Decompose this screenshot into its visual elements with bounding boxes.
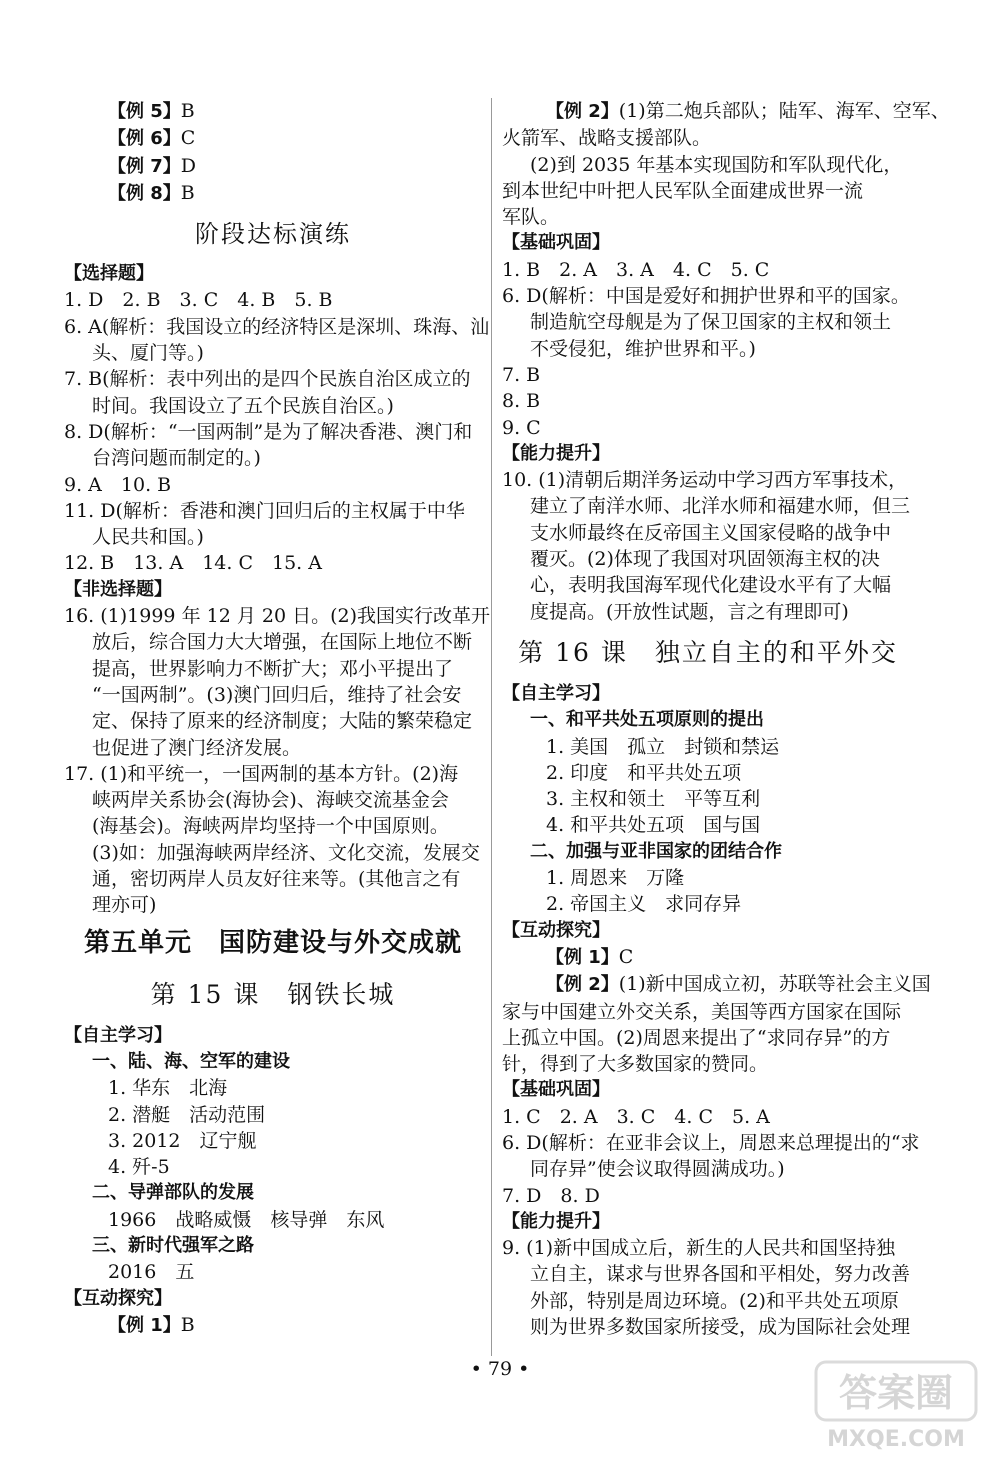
- example-label: 【例 8】: [108, 182, 181, 204]
- answer-line: [502, 178, 914, 204]
- example-answer: [64, 1312, 482, 1339]
- example-text: (1)新中国成立初，苏联等社会主义国: [618, 973, 931, 996]
- answer-text: 同存异”使会议取得圆满成功。): [530, 1158, 785, 1181]
- answer-line: [502, 336, 914, 362]
- example-label: 【例 1】: [108, 1314, 181, 1336]
- answer-line: [64, 393, 482, 419]
- answer-text: 12. B 13. A 14. C 15. A: [64, 552, 322, 575]
- subsection-heading: [502, 707, 914, 733]
- answer-line: [64, 1154, 482, 1180]
- answer-line: [502, 152, 914, 178]
- column-divider: [491, 98, 492, 1356]
- example-answer: [64, 125, 482, 152]
- answer-line: [502, 283, 914, 309]
- section-heading-text: 【自主学习】: [64, 1024, 172, 1046]
- answer-line: [502, 786, 914, 812]
- answer-text: 9. C: [502, 416, 541, 439]
- answer-text: 6. D(解析：中国是爱好和拥护世界和平的国家。: [502, 285, 910, 308]
- answer-line: [64, 340, 482, 366]
- answer-line: [502, 125, 914, 151]
- answer-line: [502, 1235, 914, 1261]
- answer-text: 外部，特别是周边环境。(2)和平共处五项原: [530, 1289, 899, 1312]
- answer-text: 11. D(解析：香港和澳门回归后的主权属于中华: [64, 499, 465, 522]
- answer-text: 建立了南洋水师、北洋水师和福建水师，但三: [530, 495, 911, 518]
- answer-line: [64, 445, 482, 471]
- answer-text: 1. 周恩来 万隆: [546, 867, 685, 890]
- answer-line: [502, 734, 914, 760]
- answer-text: 理亦可): [92, 894, 157, 917]
- answer-text: 不受侵犯，维护世界和平。): [530, 337, 756, 360]
- answer-text: 度提高。(开放性试题，言之有理即可): [530, 600, 849, 623]
- section-heading: [502, 230, 914, 256]
- lesson-title-text: 第 16 课 独立自主的和平外交: [518, 637, 898, 667]
- example-text: D: [180, 154, 197, 177]
- answer-line: [502, 999, 914, 1025]
- answer-line: [64, 1207, 482, 1233]
- answer-line: [502, 599, 914, 625]
- answer-text: 1. D 2. B 3. C 4. B 5. B: [64, 289, 333, 312]
- answer-line: [502, 865, 914, 891]
- answer-line: [502, 415, 914, 441]
- answer-line: [502, 572, 914, 598]
- section-heading-text: 【基础巩固】: [502, 1079, 610, 1101]
- answer-line: [64, 708, 482, 734]
- answer-text: 定、保持了原来的经济制度；大陆的繁荣稳定: [92, 710, 473, 733]
- answer-text: 通，密切两岸人员友好往来等。(其他言之有: [92, 868, 461, 891]
- section-title: [64, 207, 482, 261]
- answer-text: (3)如：加强海峡两岸经济、文化交流，发展交: [92, 841, 480, 864]
- answer-line: [64, 761, 482, 787]
- section-heading-text: 【非选择题】: [64, 578, 172, 600]
- answer-text: 头、厦门等。): [92, 342, 204, 365]
- answer-text: 3. 2012 辽宁舰: [108, 1129, 257, 1152]
- subsection-heading-text: 一、陆、海、空军的建设: [92, 1050, 290, 1072]
- answer-line: [64, 866, 482, 892]
- answer-text: 则为世界多数国家所接受，成为国际社会处理: [530, 1316, 911, 1339]
- answer-line: [502, 1314, 914, 1340]
- answer-text: 放后，综合国力大大增强，在国际上地位不断: [92, 631, 473, 654]
- answer-line: [64, 892, 482, 918]
- lesson-title: [502, 625, 914, 681]
- subsection-heading-text: 二、导弹部队的发展: [92, 1182, 254, 1204]
- answer-text: 2. 帝国主义 求同存异: [546, 893, 742, 916]
- answer-line: [502, 546, 914, 572]
- answer-line: [64, 287, 482, 313]
- answer-text: 火箭军、战略支援部队。: [502, 127, 712, 150]
- answer-line: [502, 1104, 914, 1130]
- section-heading: [502, 918, 914, 944]
- section-heading-text: 【能力提升】: [502, 442, 610, 464]
- answer-text: 8. B: [502, 390, 541, 413]
- answer-text: 7. D 8. D: [502, 1184, 600, 1207]
- answer-text: 1. B 2. A 3. A 4. C 5. C: [502, 258, 770, 281]
- lesson-title-text: 第 15 课 钢铁长城: [150, 979, 396, 1009]
- answer-text: (海基会)。海峡两岸均坚持一个中国原则。: [92, 815, 449, 838]
- answer-text: 人民共和国。): [92, 526, 204, 549]
- subsection-heading: [64, 1049, 482, 1075]
- answer-line: [64, 813, 482, 839]
- answer-line: [502, 1261, 914, 1287]
- answer-text: 4. 歼-5: [108, 1156, 170, 1179]
- unit-title-text: 第五单元 国防建设与外交成就: [83, 927, 462, 958]
- answer-line: [502, 760, 914, 786]
- subsection-heading-text: 二、加强与亚非国家的团结合作: [530, 840, 782, 862]
- answer-line: [64, 603, 490, 629]
- answer-text: 台湾问题而制定的。): [92, 447, 261, 470]
- example-label: 【例 6】: [108, 128, 181, 150]
- answer-text: 心，表明我国海军现代化建设水平有了大幅: [530, 574, 892, 597]
- example-answer: [64, 98, 482, 125]
- section-heading: [64, 577, 482, 603]
- section-heading: [502, 681, 914, 707]
- example-answer: [64, 180, 482, 207]
- section-heading-text: 【互动探究】: [502, 919, 610, 941]
- answer-line: [502, 467, 914, 493]
- answer-text: 9. (1)新中国成立后，新生的人民共和国坚持独: [502, 1237, 896, 1260]
- section-heading-text: 【互动探究】: [64, 1287, 172, 1309]
- answer-text: 制造航空母舰是为了保卫国家的主权和领土: [530, 311, 892, 334]
- answer-text: 上孤立中国。(2)周恩来提出了“求同存异”的方: [502, 1026, 891, 1049]
- answer-text: 10. (1)清朝后期洋务运动中学习西方军事技术，: [502, 469, 908, 492]
- answer-line: [64, 314, 490, 340]
- section-heading: [502, 441, 914, 467]
- example-text: B: [180, 100, 195, 122]
- answer-text: 也促进了澳门经济发展。: [92, 736, 302, 759]
- answer-line: [502, 204, 914, 230]
- answer-line: [64, 787, 482, 813]
- section-heading-text: 【自主学习】: [502, 682, 610, 704]
- section-title-text: 阶段达标演练: [195, 220, 351, 249]
- answer-text: 覆灭。(2)体现了我国对巩固领海主权的决: [530, 548, 880, 571]
- answer-line: [502, 1130, 920, 1156]
- answer-text: 支水师最终在反帝国主义国家侵略的战争中: [530, 521, 892, 544]
- answer-text: 2. 潜艇 活动范围: [108, 1103, 266, 1126]
- answer-text: 7. B(解析：表中列出的是四个民族自治区成立的: [64, 368, 471, 391]
- example-answer: [502, 98, 950, 125]
- answer-text: 7. B: [502, 363, 541, 386]
- answer-text: 峡两岸关系协会(海协会)、海峡交流基金会: [92, 789, 449, 812]
- watermark-subtext: MXQE.COM: [827, 1427, 965, 1452]
- section-heading: [64, 1286, 482, 1312]
- answer-text: 到本世纪中叶把人民军队全面建成世界一流: [502, 179, 864, 202]
- answer-line: [502, 388, 914, 414]
- subsection-heading-text: 一、和平共处五项原则的提出: [530, 709, 764, 731]
- answer-text: 针，得到了大多数国家的赞同。: [502, 1053, 769, 1076]
- example-answer: [502, 971, 931, 998]
- answer-text: “一国两制”。(3)澳门回归后，维持了社会安: [92, 683, 462, 706]
- answer-line: [502, 812, 914, 838]
- answer-text: 家与中国建立外交关系，美国等西方国家在国际: [502, 1000, 902, 1023]
- example-label: 【例 5】: [108, 101, 181, 122]
- section-heading: [502, 1209, 914, 1235]
- answer-line: [64, 419, 482, 445]
- answer-text: 1. C 2. A 3. C 4. C 5. A: [502, 1105, 770, 1128]
- answer-line: [502, 493, 914, 519]
- right-column: [502, 98, 950, 1340]
- example-text: B: [180, 181, 195, 204]
- example-text: (1)第二炮兵部队；陆军、海军、空军、: [618, 100, 950, 122]
- example-text: B: [180, 1313, 195, 1336]
- answer-text: 提高，世界影响力不断扩大；邓小平提出了: [92, 657, 454, 680]
- answer-line: [502, 362, 914, 388]
- answer-text: 军队。: [502, 206, 560, 229]
- example-answer: [502, 944, 914, 971]
- answer-text: 时间。我国设立了五个民族自治区。): [92, 394, 394, 417]
- answer-line: [64, 1075, 482, 1101]
- example-answer: [64, 153, 482, 180]
- answer-text: 17. (1)和平统一，一国两制的基本方针。(2)海: [64, 762, 459, 785]
- section-heading: [64, 261, 482, 287]
- subsection-heading: [64, 1233, 482, 1259]
- watermark-text: 答案圈: [838, 1371, 954, 1415]
- answer-text: 9. A 10. B: [64, 473, 172, 496]
- answer-line: [64, 1128, 482, 1154]
- answer-line: [64, 656, 482, 682]
- left-column: [64, 98, 490, 1339]
- example-text: C: [618, 945, 634, 968]
- answer-line: [502, 520, 914, 546]
- answer-text: 3. 主权和领土 平等互利: [546, 788, 761, 811]
- example-label: 【例 7】: [108, 155, 181, 177]
- answer-line: [502, 1288, 914, 1314]
- answer-line: [64, 682, 482, 708]
- subsection-heading-text: 三、新时代强军之路: [92, 1234, 254, 1256]
- answer-text: 1. 华东 北海: [108, 1077, 228, 1100]
- answer-line: [502, 1051, 914, 1077]
- answer-line: [64, 1259, 482, 1285]
- answer-line: [64, 1102, 482, 1128]
- answer-line: [64, 735, 482, 761]
- answer-line: [64, 366, 482, 392]
- subsection-heading: [502, 839, 914, 865]
- answer-line: [64, 472, 482, 498]
- answer-text: 6. A(解析：我国设立的经济特区是深圳、珠海、汕: [64, 315, 490, 338]
- answer-text: 2016 五: [108, 1261, 195, 1284]
- answer-line: [64, 840, 482, 866]
- example-label: 【例 2】: [546, 974, 619, 996]
- answer-text: 立自主，谋求与世界各国和平相处，努力改善: [530, 1263, 911, 1286]
- example-label: 【例 2】: [546, 101, 619, 122]
- section-heading: [502, 1077, 914, 1103]
- answer-line: [502, 891, 914, 917]
- answer-line: [502, 257, 914, 283]
- example-text: C: [180, 127, 196, 150]
- section-heading-text: 【能力提升】: [502, 1210, 610, 1232]
- answer-line: [502, 1156, 914, 1182]
- section-heading: [64, 1023, 482, 1049]
- answer-text: 2. 印度 和平共处五项: [546, 761, 742, 784]
- answer-text: 6. D(解析：在亚非会议上，周恩来总理提出的“求: [502, 1131, 920, 1154]
- answer-line: [502, 309, 914, 335]
- answer-line: [64, 550, 482, 576]
- answer-text: 1. 美国 孤立 封锁和禁运: [546, 735, 780, 758]
- answer-line: [64, 524, 482, 550]
- page-number: • 79 •: [470, 1358, 530, 1380]
- section-heading-text: 【基础巩固】: [502, 232, 610, 254]
- answer-line: [502, 1025, 914, 1051]
- section-heading-text: 【选择题】: [64, 263, 154, 285]
- lesson-title: [64, 967, 482, 1023]
- watermark-logo: [812, 1356, 982, 1456]
- example-label: 【例 1】: [546, 946, 619, 968]
- answer-text: 16. (1)1999 年 12 月 20 日。(2)我国实行改革开: [64, 605, 490, 628]
- subsection-heading: [64, 1180, 482, 1206]
- answer-text: (2)到 2035 年基本实现国防和军队现代化，: [530, 153, 903, 176]
- answer-line: [64, 629, 482, 655]
- answer-line: [502, 1183, 914, 1209]
- answer-text: 8. D(解析：“一国两制”是为了解决香港、澳门和: [64, 420, 473, 443]
- answer-text: 4. 和平共处五项 国与国: [546, 814, 761, 837]
- answer-text: 1966 战略威慑 核导弹 东风: [108, 1208, 385, 1231]
- answer-line: [64, 498, 482, 524]
- unit-title: [64, 919, 482, 967]
